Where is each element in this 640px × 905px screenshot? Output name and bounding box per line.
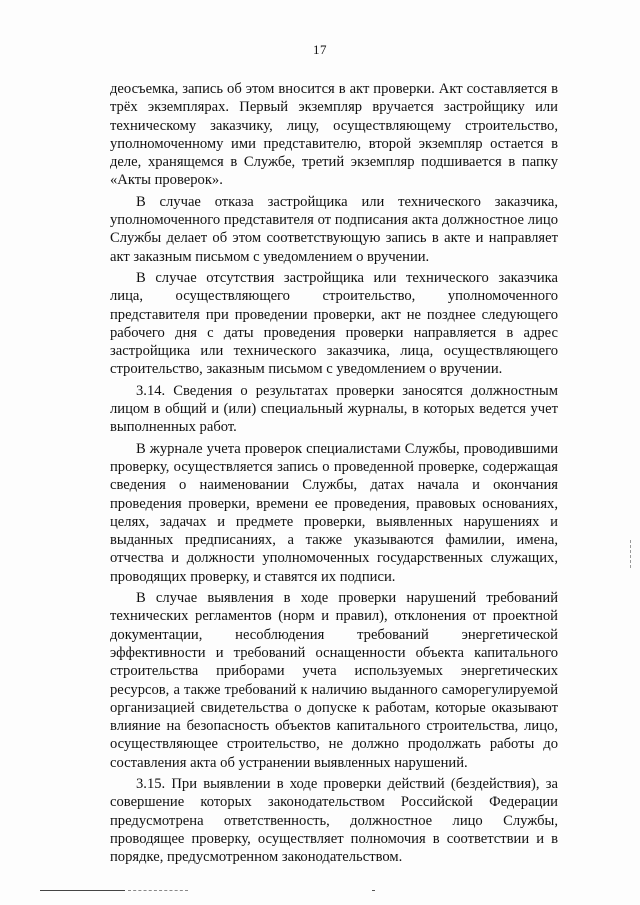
page-number: 17 [313, 42, 327, 57]
paragraph-violations-found: В случае выявления в ходе проверки нарушений требований технических регламентов (норм и правил), отклонения от проектной документации, несоблюдения требований энергетической эффективности и требований оснащенности объекта капитального строительства приборами учета используемых энергетических ресурсов, а также требований к наличию выданного саморегулируемой организацией свидетельства о допуске к работам, которые оказывают влияние на безопасность объектов капитального строительства, лицо, осуществляющее строительство, не должно продолжать работы до составления акта об устранении выявленных нарушений. [110, 590, 558, 771]
paragraph-refusal-to-sign: В случае отказа застройщика или технического заказчика, уполномоченного представителя от подписания акта должностное лицо Службы делает об этом соответствующую запись в акте и направляет акт заказным письмом с уведомлением о вручении. [110, 193, 558, 265]
document-body [110, 80, 558, 866]
paragraph-section-3-15: 3.15. При выявлении в ходе проверки действий (бездействия), за совершение которых законодательством Российской Федерации предусмотрена ответственность, должностное лицо Службы, проводящее проверку, осуществляет полномочия в соответствии и в порядке, предусмотренном законодательством. [110, 775, 558, 866]
paragraph-absence-of-developer: В случае отсутствия застройщика или технического заказчика лица, осуществляющего строительство, уполномоченного представителя при проведении проверки, акт не позднее следующего рабочего дня с даты проведения проверки направляется в адрес застройщика или технического заказчика, лица, осуществляющего строительство, заказным письмом с уведомлением о вручении. [110, 269, 558, 378]
scan-artifact-bottom-line [40, 890, 125, 891]
paragraph-section-3-14: 3.14. Сведения о результатах проверки заносятся должностным лицом в общий и (или) специальный журналы, в которых ведется учет выполненных работ. [110, 382, 558, 436]
scan-artifact-right-edge [630, 540, 632, 568]
scan-artifact-bottom-dashes [128, 890, 188, 891]
paragraph-inspection-journal: В журнале учета проверок специалистами Службы, проводившими проверку, осуществляется запись о проведенной проверке, содержащая сведения о наименовании Службы, датах начала и окончания проведения проверки, времени ее проведения, правовых основаниях, целях, задачах и предмете проверки, выявленных нарушениях и выданных предписаниях, а также указываются фамилии, имена, отчества и должности уполномоченных государственных служащих, проводящих проверку, и ставятся их подписи. [110, 440, 558, 585]
paragraph-continuation: деосъемка, запись об этом вносится в акт проверки. Акт составляется в трёх экземплярах. Первый экземпляр вручается застройщику или техническому заказчику, лицу, осуществляющему строительство, уполномоченному ими представителю, второй экземпляр остается в деле, хранящемся в Службе, третий экземпляр подшивается в папку «Акты проверок». [110, 81, 558, 189]
scan-artifact-bottom-dot [372, 890, 375, 891]
